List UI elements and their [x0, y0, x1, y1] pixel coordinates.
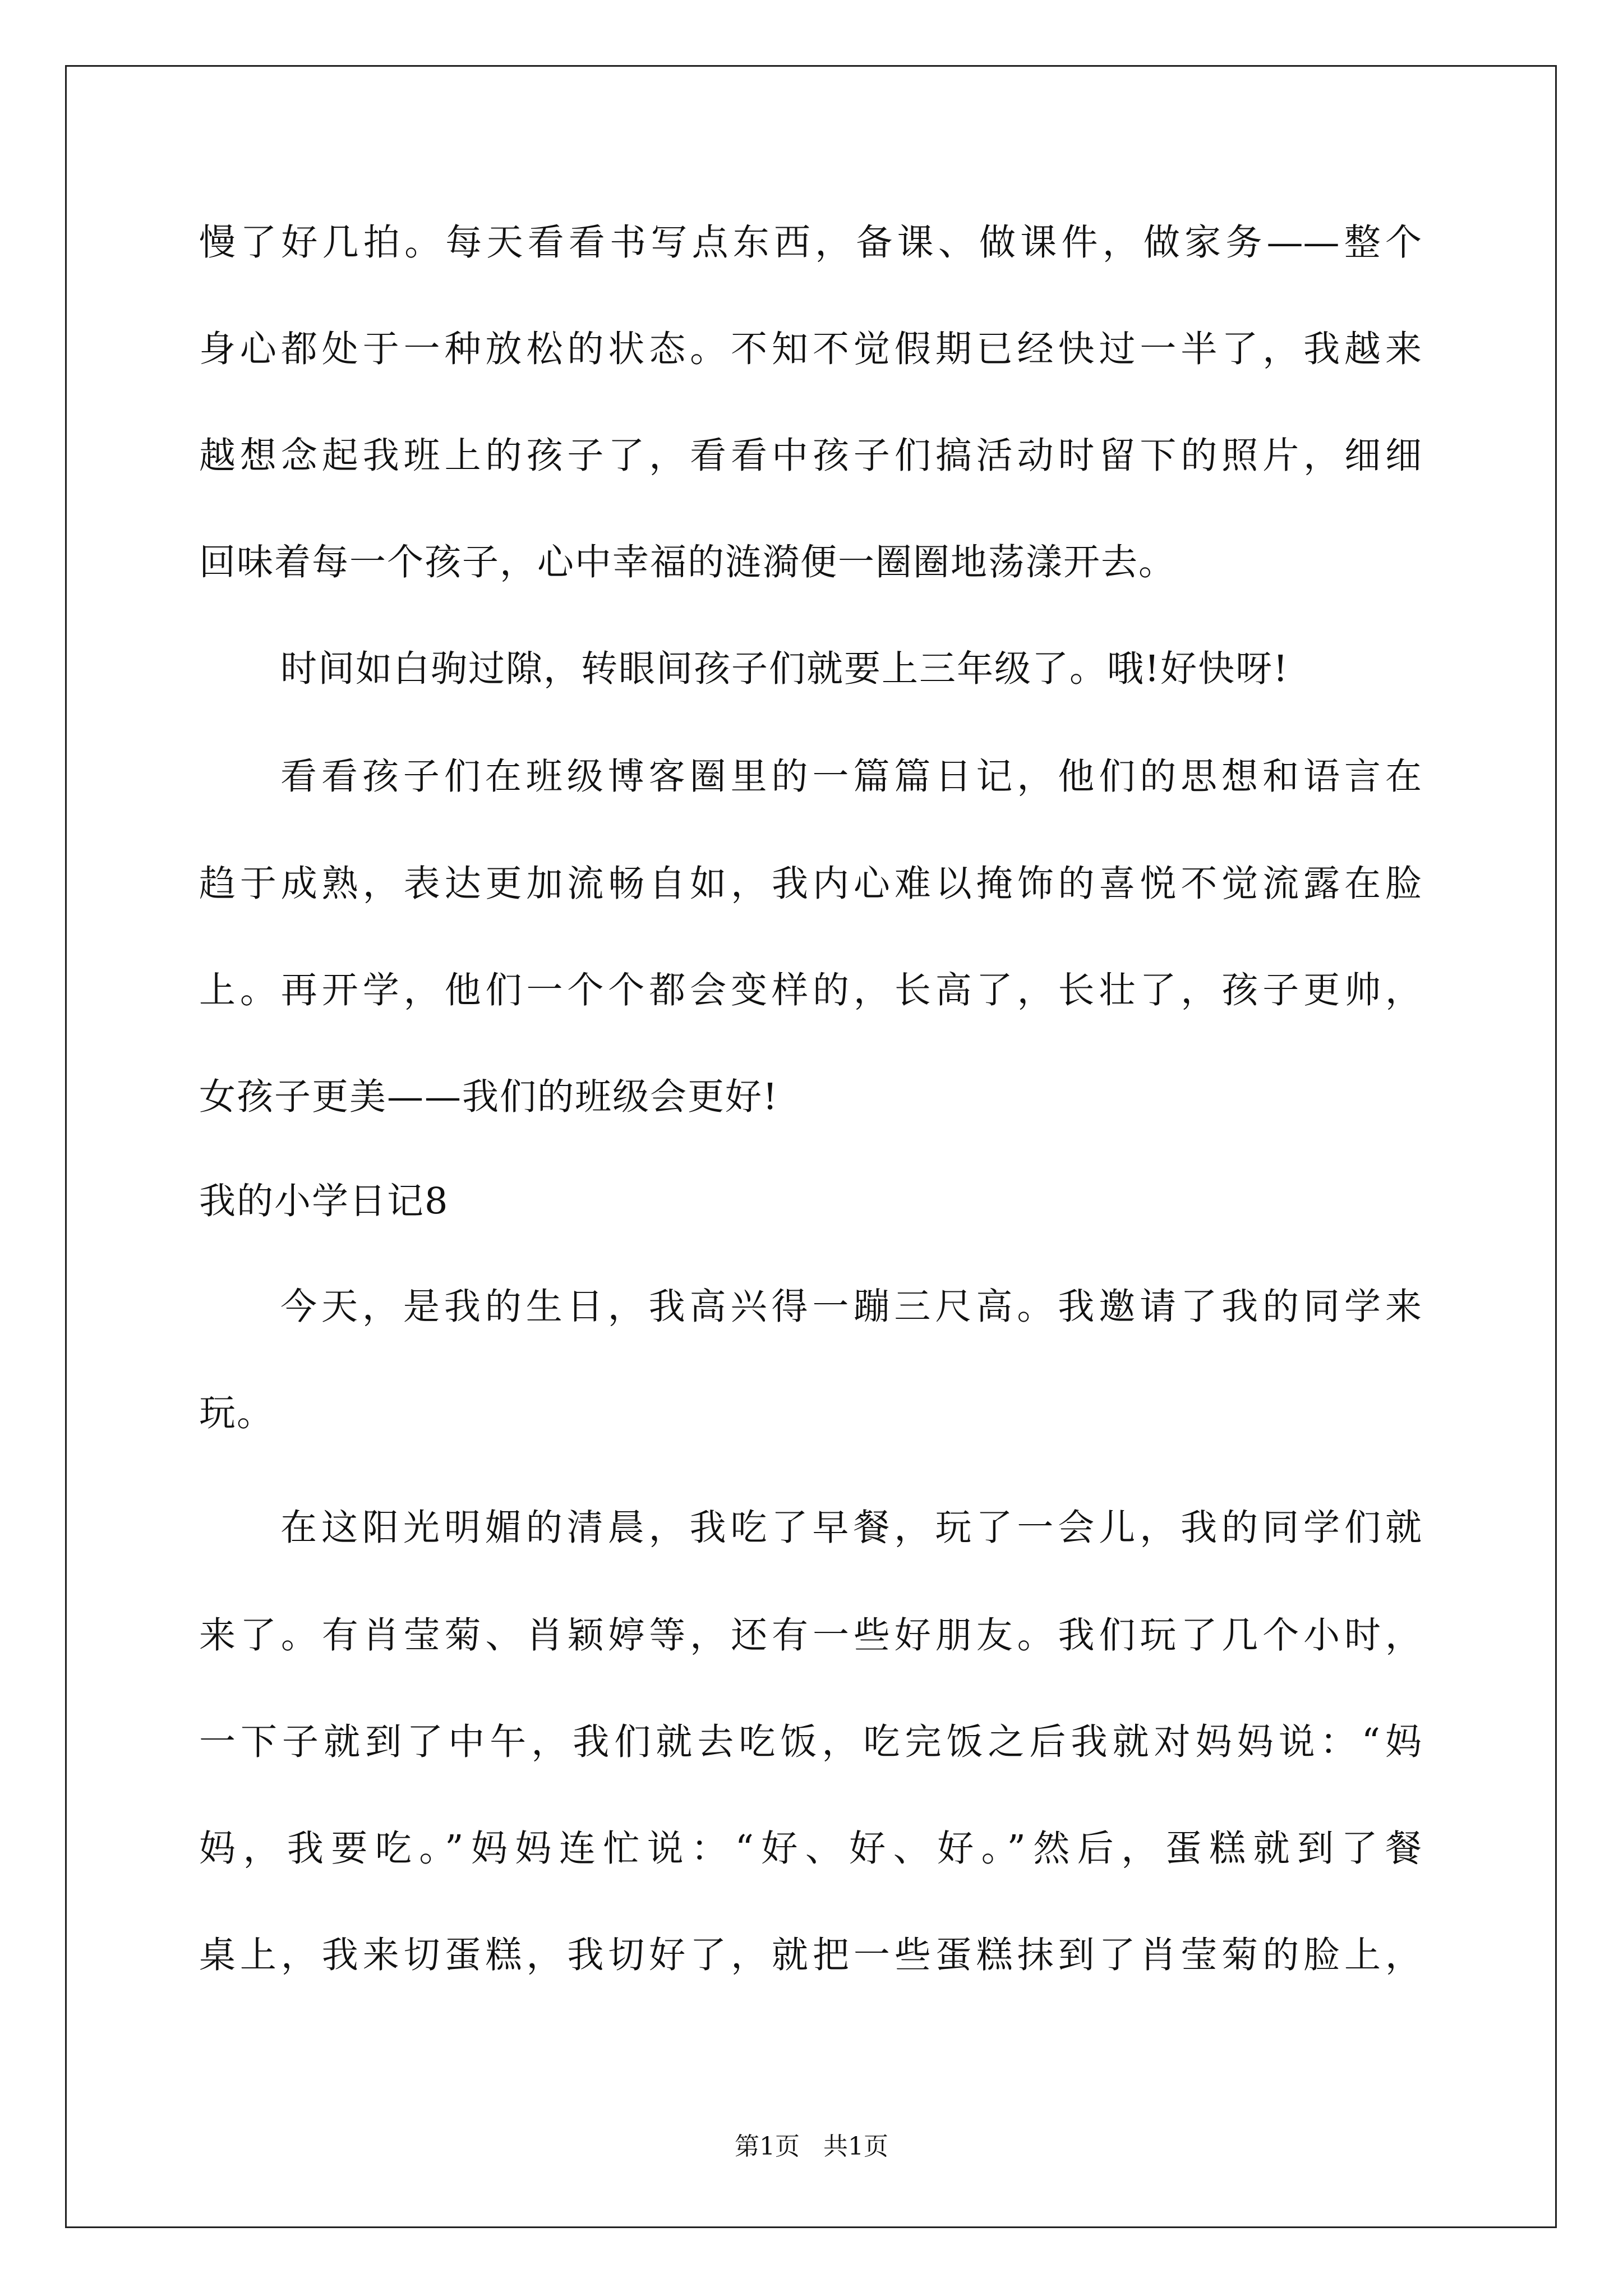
paragraph-line: 趋于成熟，表达更加流畅自如，我内心难以掩饰的喜悦不觉流露在脸	[199, 863, 1422, 905]
paragraph-line: 来了。有肖莹菊、肖颖婷等，还有一些好朋友。我们玩了几个小时，	[199, 1614, 1422, 1657]
paragraph-line: 回味着每一个孩子，心中幸福的涟漪便一圈圈地荡漾开去。	[199, 541, 1177, 583]
paragraph-line: 桌上，我来切蛋糕，我切好了，就把一些蛋糕抹到了肖莹菊的脸上，	[199, 1934, 1422, 1976]
paragraph-line: 妈，我要吃。”妈妈连忙说：“好、好、好。”然后，蛋糕就到了餐	[199, 1828, 1422, 1870]
paragraph-line: 一下子就到了中午，我们就去吃饭，吃完饭之后我就对妈妈说：“妈	[199, 1721, 1422, 1763]
section-heading: 我的小学日记8	[199, 1180, 449, 1222]
paragraph-line: 时间如白驹过隙，转眼间孩子们就要上三年级了。哦!好快呀!	[280, 648, 1289, 690]
paragraph-line: 慢了好几拍。每天看看书写点东西，备课、做课件，做家务——整个	[199, 222, 1422, 264]
page-footer: 第1页 共1页	[735, 2132, 888, 2161]
paragraph-line: 今天，是我的生日，我高兴得一蹦三尺高。我邀请了我的同学来	[280, 1286, 1422, 1328]
page-border	[65, 65, 1557, 2228]
paragraph-line: 看看孩子们在班级博客圈里的一篇篇日记，他们的思想和语言在	[280, 756, 1422, 798]
paragraph-line: 上。再开学，他们一个个都会变样的，长高了，长壮了，孩子更帅，	[199, 969, 1422, 1011]
paragraph-line: 女孩子更美——我们的班级会更好!	[199, 1076, 779, 1118]
paragraph-line: 在这阳光明媚的清晨，我吃了早餐，玩了一会儿，我的同学们就	[280, 1507, 1422, 1549]
paragraph-line: 越想念起我班上的孩子了，看看中孩子们搞活动时留下的照片，细细	[199, 435, 1422, 477]
paragraph-line: 玩。	[199, 1392, 275, 1434]
paragraph-line: 身心都处于一种放松的状态。不知不觉假期已经快过一半了，我越来	[199, 328, 1422, 370]
